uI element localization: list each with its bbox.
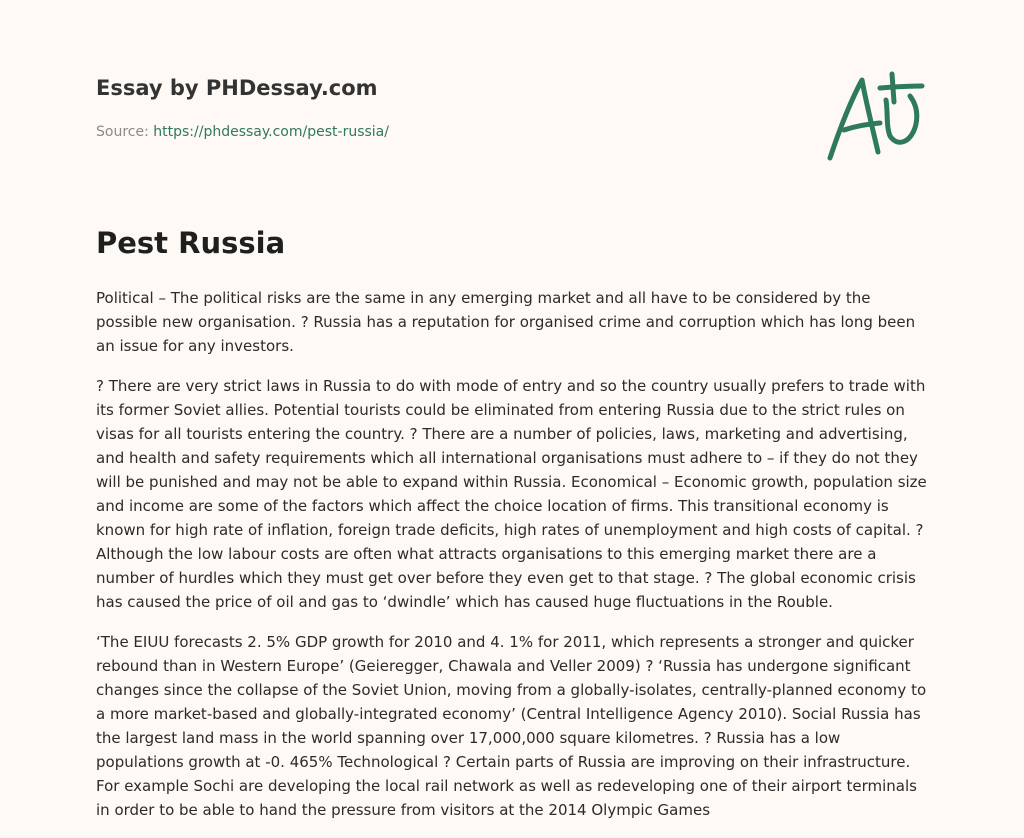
a-plus-grade-icon	[822, 68, 926, 164]
essay-body	[96, 286, 928, 838]
source-line	[96, 124, 389, 140]
source-label: Source:	[96, 124, 149, 140]
paragraph: Political – The political risks are the same in any emerging market and all have to be considered by the possible new organisation. ? Russia has a reputation for organised crime and corruption which has long been an issue for any investors.	[96, 289, 916, 355]
essay-title: Pest Russia	[96, 226, 286, 260]
paragraph: ‘The EIUU forecasts 2. 5% GDP growth for 2010 and 4. 1% for 2011, which represents a stronger and quicker rebound than in Western Europe’ (Geieregger, Chawala and Veller 2009) ? ‘Russia has undergone significant changes since the collapse of the Soviet Union, moving from a globally-isolates, centrally-planned economy to a more market-based and globally-integrated economy’ (Central Intelligence Agency 2010). Social Russia has the largest land mass in the world spanning over 17,000,000 square kilometres. ? Russia has a low populations growth at -0. 465% Technological ? Certain parts of Russia are improving on their infrastructure. For example Sochi are developing the local rail network as well as redeveloping one of their airport terminals in order to be able to hand the pressure from visitors at the 2014 Olympic Games	[96, 633, 927, 819]
source-link[interactable]: https://phdessay.com/pest-russia/	[153, 124, 389, 140]
paragraph: ? There are very strict laws in Russia to do with mode of entry and so the country usually prefers to trade with its former Soviet allies. Potential tourists could be eliminated from entering Russia due to the strict rules on visas for all tourists entering the country. ? There are a number of policies, laws, marketing and advertising, and health and safety requirements which all international organisations must adhere to – if they do not they will be punished and may not be able to expand within Russia. Economical – Economic growth, population size and income are some of the factors which affect the choice location of firms. This transitional economy is known for high rate of inflation, foreign trade deficits, high rates of unemployment and high costs of capital. ? Although the low labour costs are often what attracts organisations to this emerging market there are a number of hurdles which they must get over before they even get to that stage. ? The global economic crisis has caused the price of oil and gas to ‘dwindle’ which has caused huge fluctuations in the Rouble.	[96, 377, 927, 611]
site-title: Essay by PHDessay.com	[96, 76, 378, 100]
